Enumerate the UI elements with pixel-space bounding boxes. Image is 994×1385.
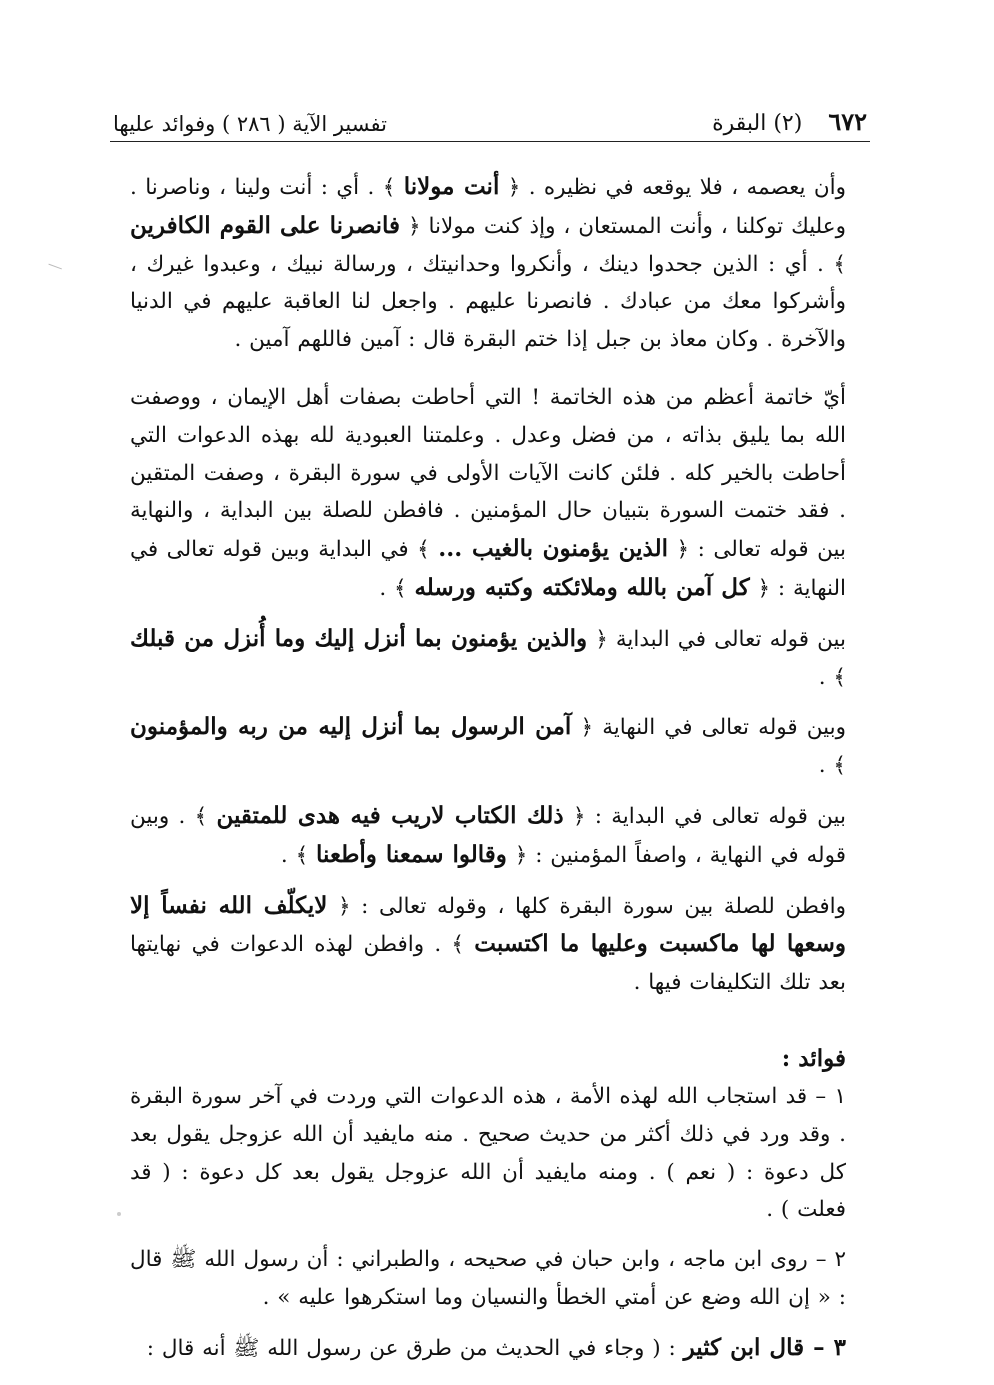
paragraph-5 — [130, 797, 846, 875]
paragraph-4 — [130, 708, 846, 785]
scan-speck — [117, 1212, 121, 1216]
item-lead: ٣ – قال ابن كثير — [683, 1333, 846, 1361]
benefit-item-1: ١ – قد استجاب الله لهذه الأمة ، هذه الدعوات التي وردت في آخر سورة البقرة . وقد ورد في ذلك أكثر من حديث صحيح . منه مايفيد أن الله عزوجل يقول بعد كل دعوة : ( نعم ) . ومنه مايفيد أن الله عزوجل يقول بعد كل دعوة : ( قد فعلت ) . — [130, 1083, 846, 1223]
text-run: ﴾ . — [280, 842, 309, 868]
page-number: ٦٧٢ — [828, 107, 867, 136]
paragraph-1 — [130, 168, 846, 359]
quran-quote: والذين يؤمنون بما أنزل إليك وما أُنزل من قبلك — [130, 624, 588, 652]
text-run: ﴾ . وافطن لهذه الدعوات في نهايتها بعد تلك التكليفات فيها . — [130, 932, 846, 996]
margin-mark — [48, 264, 62, 271]
paragraph-2 — [130, 379, 846, 608]
text-run: ﴾ . أي : أنت ولينا ، وناصرنا . وعليك توكلنا ، وأنت المستعان ، وإذ كنت مولانا ﴿ — [130, 175, 847, 239]
text-run: ﴾ . وبين قوله في النهاية ، واصفاً المؤمنين : ﴿ — [130, 803, 846, 868]
quran-quote: ذلك الكتاب لاريب فيه هدى للمتقين — [216, 801, 564, 829]
text-run: ﴾ في البداية وبين قوله تعالى في النهاية : ﴿ — [130, 537, 846, 601]
quran-quote: أنت مولانا — [403, 173, 500, 200]
text-run: أيّ خاتمة أعظم من هذه الخاتمة ! التي أحاطت بصفات أهل الإيمان ، ووصفت الله بما يليق بذاته ، من فضل وعدل . وعلمتنا العبودية لله بهذه الدعوات التي أحاطت بالخير كله . فلئن كانت الآيات الأولى في سورة البقرة ، وصفت المتقين . فقد ختمت السورة بتبيان حال المؤمنين . فافطن للصلة بين البداية ، والنهاية بين قوله تعالى : ﴿ — [130, 384, 847, 563]
quran-quote: الذين يؤمنون بالغيب ... — [438, 535, 669, 563]
text-run: بين قوله تعالى في البداية ﴿ — [595, 626, 846, 652]
text-run: وأن يعصمه ، فلا يوقعه في نظيره . ﴿ — [507, 175, 846, 200]
header-rule — [110, 141, 870, 142]
text-run: ﴾ . — [379, 575, 407, 601]
paragraph-3 — [130, 620, 846, 697]
quran-quote: كل آمن بالله وملائكته وكتبه ورسله — [414, 573, 750, 601]
chapter-label: (٢) البقرة — [712, 111, 803, 136]
text-run: ﴾ . أي : الذين جحدوا دينك ، وأنكروا وحدانيتك ، ورسالة نبيك ، وعبدوا غيرك ، وأشركوا معك من عبادك . فانصرنا عليهم . واجعل لنا العاقبة عليهم في الدنيا والآخرة . وكان معاذ بن جبل إذا ختم البقرة قال : آمين فاللهم آمين . — [130, 251, 846, 353]
running-header — [113, 100, 867, 136]
quran-quote: فانصرنا على القوم الكافرين — [130, 211, 401, 239]
benefit-item-2: ٢ – روى ابن ماجه ، وابن حبان في صحيحه ، والطبراني : أن رسول الله ﷺ قال : « إن الله وضع عن أمتي الخطأ والنسيان وما استكرهوا عليه » . — [130, 1247, 846, 1310]
quran-quote: لايكلّف الله نفساً إلا وسعها لها ماكسبت وعليها ما اكتسبت — [130, 891, 847, 958]
quran-quote: وقالوا سمعنا وأطعنا — [316, 840, 507, 868]
text-run: ﴾ . — [818, 753, 846, 779]
text-run: وافطن للصلة بين سورة البقرة كلها ، وقوله تعالى : ﴿ — [337, 893, 846, 919]
quran-quote: آمن الرسول بما أنزل إليه من ربه والمؤمنون — [130, 713, 572, 741]
paragraph-6 — [130, 887, 846, 1002]
text-run: بين قوله تعالى في البداية : ﴿ — [572, 803, 846, 829]
section-title: تفسير الآية ( ٢٨٦ ) وفوائد عليها — [113, 112, 387, 136]
page-body — [130, 168, 846, 1368]
text-run: : ( وجاء في الحديث من طرق عن رسول الله ﷺ أنه قال : — [146, 1335, 676, 1361]
header-right — [712, 107, 867, 136]
text-run: وبين قوله تعالى في النهاية ﴿ — [580, 715, 846, 741]
benefit-item-3 — [130, 1329, 846, 1368]
benefits-heading: فوائد : — [781, 1044, 846, 1072]
text-run: ﴾ . — [818, 664, 846, 690]
